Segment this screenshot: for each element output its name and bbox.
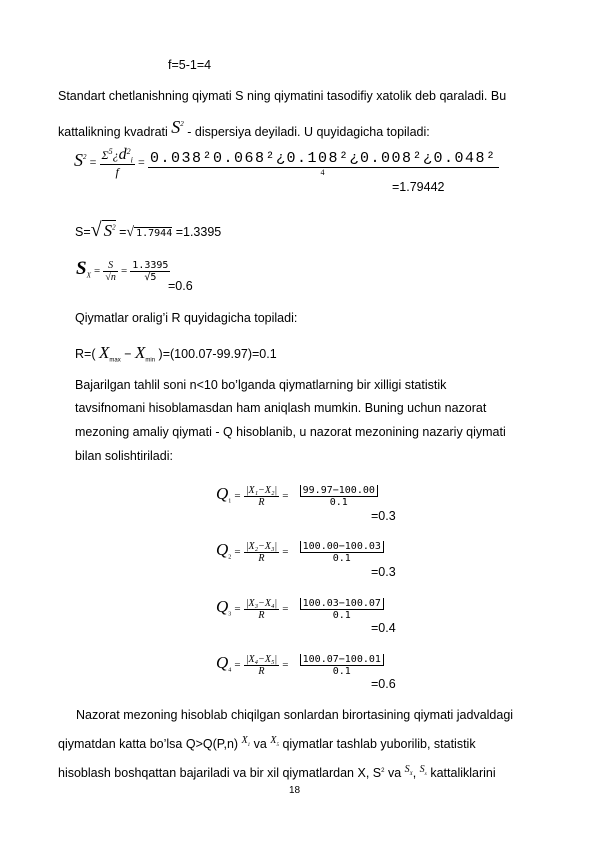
paragraph-text: hisoblash boshqattan bajariladi va bir xil qiymatlardan X, $S^2$ va $^{S_X}$, $^{S_x}$ kattaliklarini (58, 764, 496, 780)
q-equation-2: $Q_2$ = $\frac{\text{|X₂−X₃|}}{R}$ = $\frac{100.00-100.03}{0.1}$ (216, 540, 384, 564)
paragraph-text: Qiymatlar oralig’i R quyidagicha topiladi: (75, 311, 298, 325)
range-equation: R=( $X_{max} - X_{min}$ )=(100.07-99.97)=0.1 (75, 343, 277, 364)
degrees-of-freedom-line: f=5-1=4 (168, 58, 212, 72)
mean-std-error-equation: $S_X$ = $\frac{S}{√n}$ = $\frac{1.3395}{√5}$ (76, 258, 169, 283)
paragraph-text: bilan solishtiriladi: (75, 449, 173, 463)
q-equation-3: $Q_3$ = $\frac{\text{|X₃−X₄|}}{R}$ = $\frac{100.03-100.07}{0.1}$ (216, 597, 384, 621)
paragraph-text: Standart chetlanishning qiymati S ning qiymatini tasodifiy xatolik deb qaraladi. Bu (58, 89, 507, 103)
q-equation-1: $Q_1$ = $\frac{\text{|X₁−X₂|}}{R}$ = $\frac{99.97-100.00}{0.1}$ (216, 484, 378, 508)
paragraph-text: mezoning amaliy qiymati - Q hisoblanib, u nazorat mezonining nazariy qiymati (75, 425, 506, 439)
variance-result: =1.79442 (392, 180, 445, 194)
q-equation-4: $Q_4$ = $\frac{\text{|X₄−X₅|}}{R}$ = $\frac{100.07-100.01}{0.1}$ (216, 653, 384, 677)
paragraph-text: Nazorat mezoning hisoblab chiqilgan sonlardan birortasining qiymati jadvaldagi (76, 708, 514, 722)
q-result-3: =0.4 (371, 621, 396, 635)
page-number: 18 (289, 785, 301, 796)
variance-numerator: 0.038²0.068²¿0.108²¿0.008²¿0.048² (149, 149, 497, 167)
paragraph-text: kattalikning kvadrati $S^2$ - dispersiya deyiladi. U quyidagicha topiladi: (58, 117, 430, 139)
paragraph-text: tavsifnomani hisoblamasdan ham aniqlash mumkin. Buning uchun nazorat (75, 401, 487, 415)
q-result-4: =0.6 (371, 677, 396, 691)
paragraph-text: qiymatdan katta bo’lsa Q>Q(P,n) $^{X_1}$ va $^{X_5}$ qiymatlar tashlab yuborilib, statistik (58, 735, 476, 751)
q-result-2: =0.3 (371, 565, 396, 579)
mean-std-error-result: =0.6 (168, 279, 193, 293)
std-dev-equation: S=√ $S^2$ =√ 1.7944 =1.3395 (75, 219, 222, 241)
paragraph-text: Bajarilgan tahlil soni n<10 bo’lganda qiymatlarning bir xilligi statistik (75, 378, 447, 392)
q-result-1: =0.3 (371, 509, 396, 523)
variance-equation: $S^2$ = $\frac{\Sigma^5¿d^2_i}{f}$ = $\frac{\text{0.038²0.068²¿0.108²¿0.008²¿0.048²}}{4}$ (74, 146, 497, 180)
